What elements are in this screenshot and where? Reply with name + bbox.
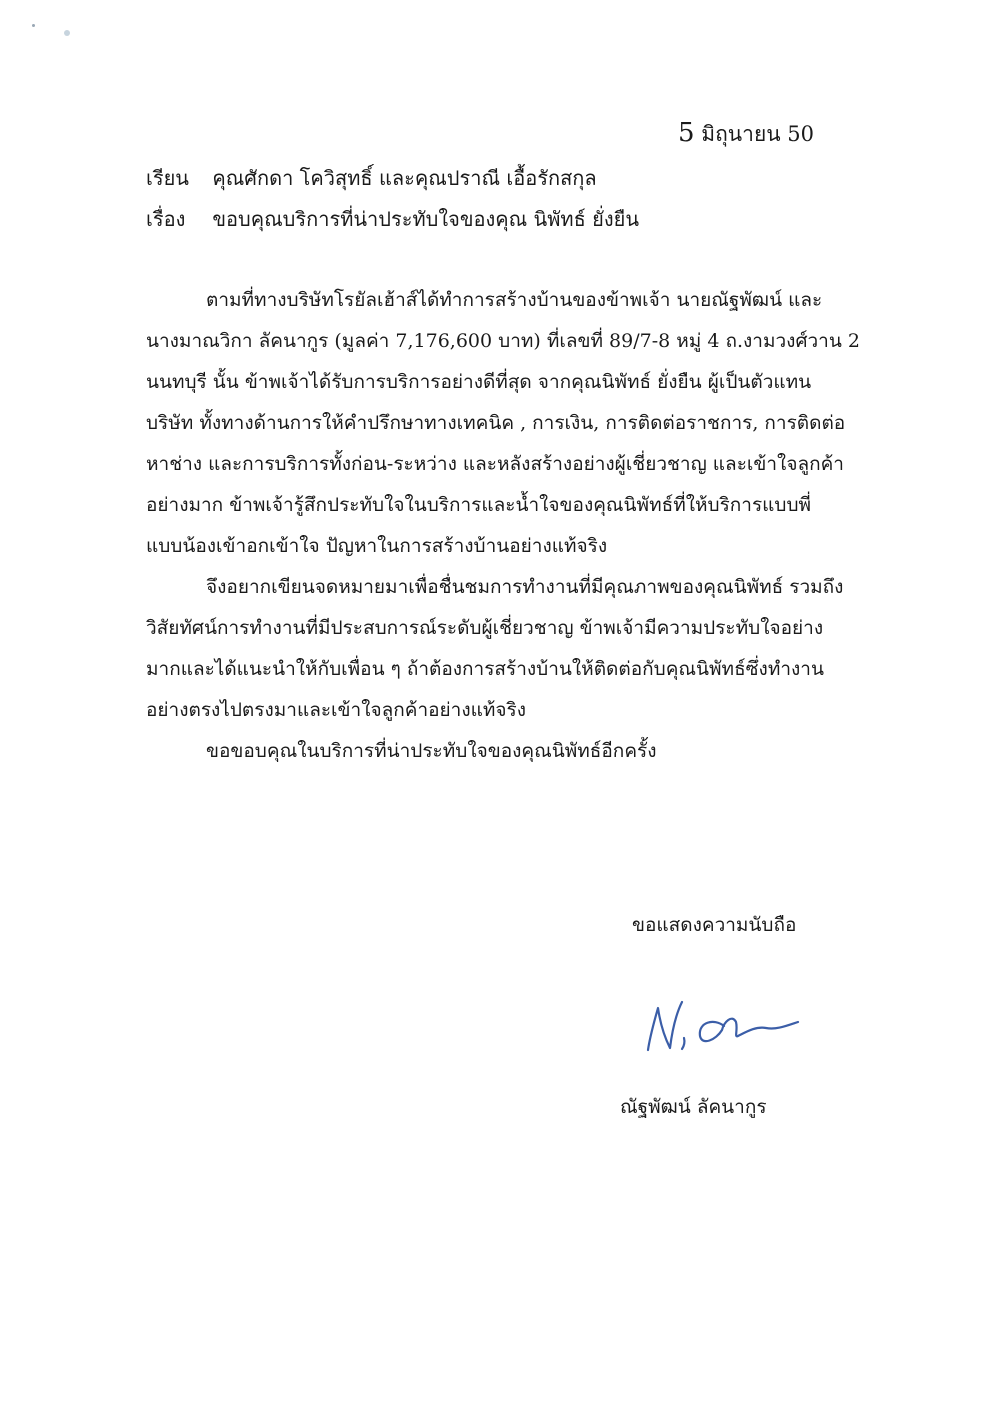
paragraph-1-line: นนทบุรี นั้น ข้าพเจ้าได้รับการบริการอย่างดีที่สุด จากคุณนิพัทธ์ ยั่งยืน ผู้เป็นตัวแทน [146,371,812,393]
signer-name: ณัฐพัฒน์ ลัคนากูร [620,1096,767,1118]
paragraph-1-line: นางมาณวิกา ลัคนากูร (มูลค่า 7,176,600 บาท) ที่เลขที่ 89/7-8 หมู่ 4 ถ.งามวงศ์วาน 2 [146,330,860,352]
closing-phrase: ขอแสดงความนับถือ [632,914,797,936]
scan-speck [64,30,70,36]
recipient-value: คุณศักดา โควิสุทธิ์ และคุณปราณี เอื้อรักสกุล [212,166,597,190]
paragraph-1-line: ตามที่ทางบริษัทโรยัลเฮ้าส์ได้ทำการสร้างบ้านของข้าพเจ้า นายณัฐพัฒน์ และ [206,289,823,311]
signature-stroke [648,1002,682,1050]
signature-stroke [700,1019,798,1041]
paragraph-2-line: จึงอยากเขียนจดหมายมาเพื่อชื่นชมการทำงานที่มีคุณภาพของคุณนิพัทธ์ รวมถึง [206,576,844,598]
paragraph-2-line: วิสัยทัศน์การทำงานที่มีประสบการณ์ระดับผู้เชี่ยวชาญ ข้าพเจ้ามีความประทับใจอย่าง [146,617,824,639]
paragraph-1-line: อย่างมาก ข้าพเจ้ารู้สึกประทับใจในบริการและน้ำใจของคุณนิพัทธ์ที่ให้บริการแบบพี่ [146,494,812,516]
paragraph-1-line: บริษัท ทั้งทางด้านการให้คำปรึกษาทางเทคนิค , การเงิน, การติดต่อราชการ, การติดต่อ [146,412,846,434]
scan-speck [32,24,35,27]
date-day: 5 [678,118,695,148]
paragraph-2-line: อย่างตรงไปตรงมาและเข้าใจลูกค้าอย่างแท้จริง [146,699,526,721]
paragraph-3-line: ขอขอบคุณในบริการที่น่าประทับใจของคุณนิพัทธ์อีกครั้ง [206,740,657,762]
date-month-year: มิถุนายน 50 [701,122,814,146]
subject-line [146,203,639,235]
subject-value: ขอบคุณบริการที่น่าประทับใจของคุณ นิพัทธ์ ยั่งยืน [212,207,640,231]
paragraph-1-line: แบบน้องเข้าอกเข้าใจ ปัญหาในการสร้างบ้านอย่างแท้จริง [146,535,608,557]
handwritten-signature [640,992,810,1062]
signature-stroke [682,1038,684,1049]
paragraph-2-line: มากและได้แนะนำให้กับเพื่อน ๆ ถ้าต้องการสร้างบ้านให้ติดต่อกับคุณนิพัทธ์ซึ่งทำงาน [146,658,824,680]
letter-date [678,118,814,151]
recipient-label: เรียน [146,166,189,190]
letter-body [146,280,860,772]
subject-label: เรื่อง [146,207,186,231]
recipient-line [146,162,597,194]
paragraph-1-line: หาช่าง และการบริการทั้งก่อน-ระหว่าง และหลังสร้างอย่างผู้เชี่ยวชาญ และเข้าใจลูกค้า [146,453,844,475]
